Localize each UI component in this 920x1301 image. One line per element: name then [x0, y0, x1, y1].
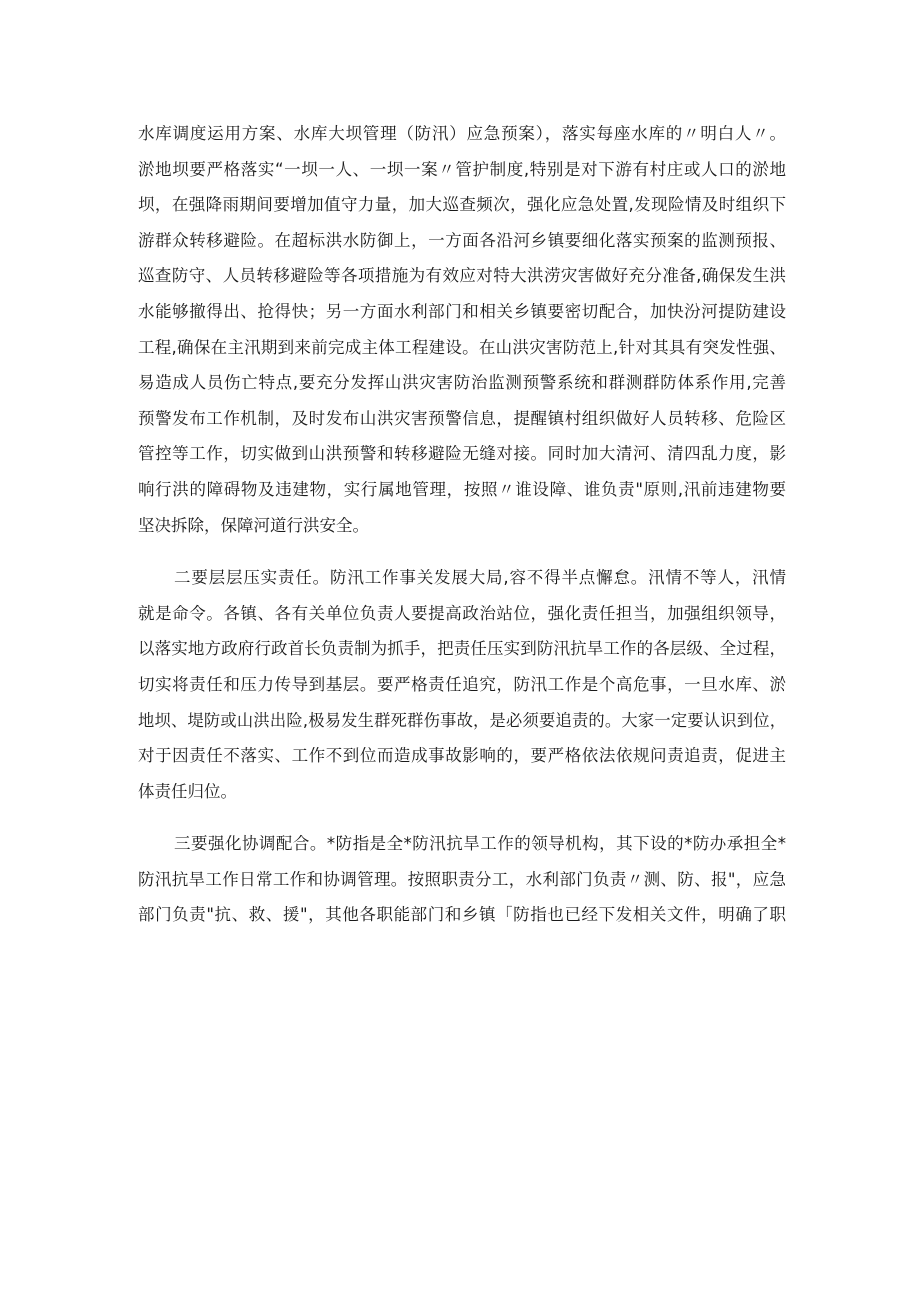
text-line: 部门负责"抗、救、援"，其他各职能部门和乡镇「防指也已经下发相关文件，明确了职	[138, 905, 786, 925]
text-line: 就是命令。各镇、各有关单位负责人要提高政治站位，强化责任担当，加强组织领导，	[138, 603, 786, 623]
text-line: 对于因责任不落实、工作不到位而造成事故影响的，要严格依法依规问责追责，促进主	[138, 746, 786, 766]
text-line: 坚决拆除，保障河道行洪安全。	[138, 515, 369, 535]
text-line: 游群众转移避险。在超标洪水防御上，一方面各沿河乡镇要细化落实预案的监测预报、	[138, 230, 786, 250]
text-line: 水能够撤得出、抢得快；另一方面水利部门和相关乡镇要密切配合，加快汾河提防建设	[138, 301, 786, 321]
text-line: 坝，在强降雨期间要增加值守力量，加大巡查频次，强化应急处置,发现险情及时组织下	[138, 195, 786, 215]
text-line: 地坝、堤防或山洪出险,极易发生群死群伤事故，是必须要追责的。大家一定要认识到位，	[138, 710, 786, 730]
text-line: 响行洪的障碍物及违建物，实行属地管理，按照〃谁设障、谁负责"原则,汛前违建物要	[138, 479, 786, 499]
document-page	[138, 116, 786, 933]
text-line: 二要层层压实责任。防汛工作事关发展大局,容不得半点懈怠。汛情不等人，汛情	[174, 568, 786, 588]
text-line: 切实将责任和压力传导到基层。要严格责任追究，防汛工作是个高危事，一旦水库、淤	[138, 674, 786, 694]
paragraph-2	[138, 560, 786, 809]
paragraph-1	[138, 116, 786, 543]
text-line: 管控等工作，切实做到山洪预警和转移避险无缝对接。同时加大清河、清四乱力度，影	[138, 444, 786, 464]
text-line: 工程,确保在主汛期到来前完成主体工程建设。在山洪灾害防范上,针对其具有突发性强、	[138, 337, 786, 357]
text-line: 三要强化协调配合。*防指是全*防汛抗旱工作的领导机构，其下设的*防办承担全*	[174, 834, 786, 854]
text-line: 防汛抗旱工作日常工作和协调管理。按照职责分工，水利部门负责〃测、防、报"，应急	[138, 869, 786, 889]
text-line: 体责任归位。	[138, 781, 237, 801]
text-line: 以落实地方政府行政首长负责制为抓手，把责任压实到防汛抗旱工作的各层级、全过程，	[138, 639, 786, 659]
text-line: 巡查防守、人员转移避险等各项措施为有效应对特大洪涝灾害做好充分准备,确保发生洪	[138, 266, 786, 286]
text-line: 易造成人员伤亡特点,要充分发挥山洪灾害防治监测预警系统和群测群防体系作用,完善	[138, 373, 786, 393]
paragraph-3	[138, 826, 786, 933]
text-line: 淤地坝要严格落实“一坝一人、一坝一案〃管护制度,特别是对下游有村庄或人口的淤地	[138, 159, 786, 179]
text-line: 预警发布工作机制，及时发布山洪灾害预警信息，提醒镇村组织做好人员转移、危险区	[138, 408, 786, 428]
text-line: 水库调度运用方案、水库大坝管理（防汛）应急预案），落实每座水库的〃明白人〃。	[138, 124, 786, 143]
